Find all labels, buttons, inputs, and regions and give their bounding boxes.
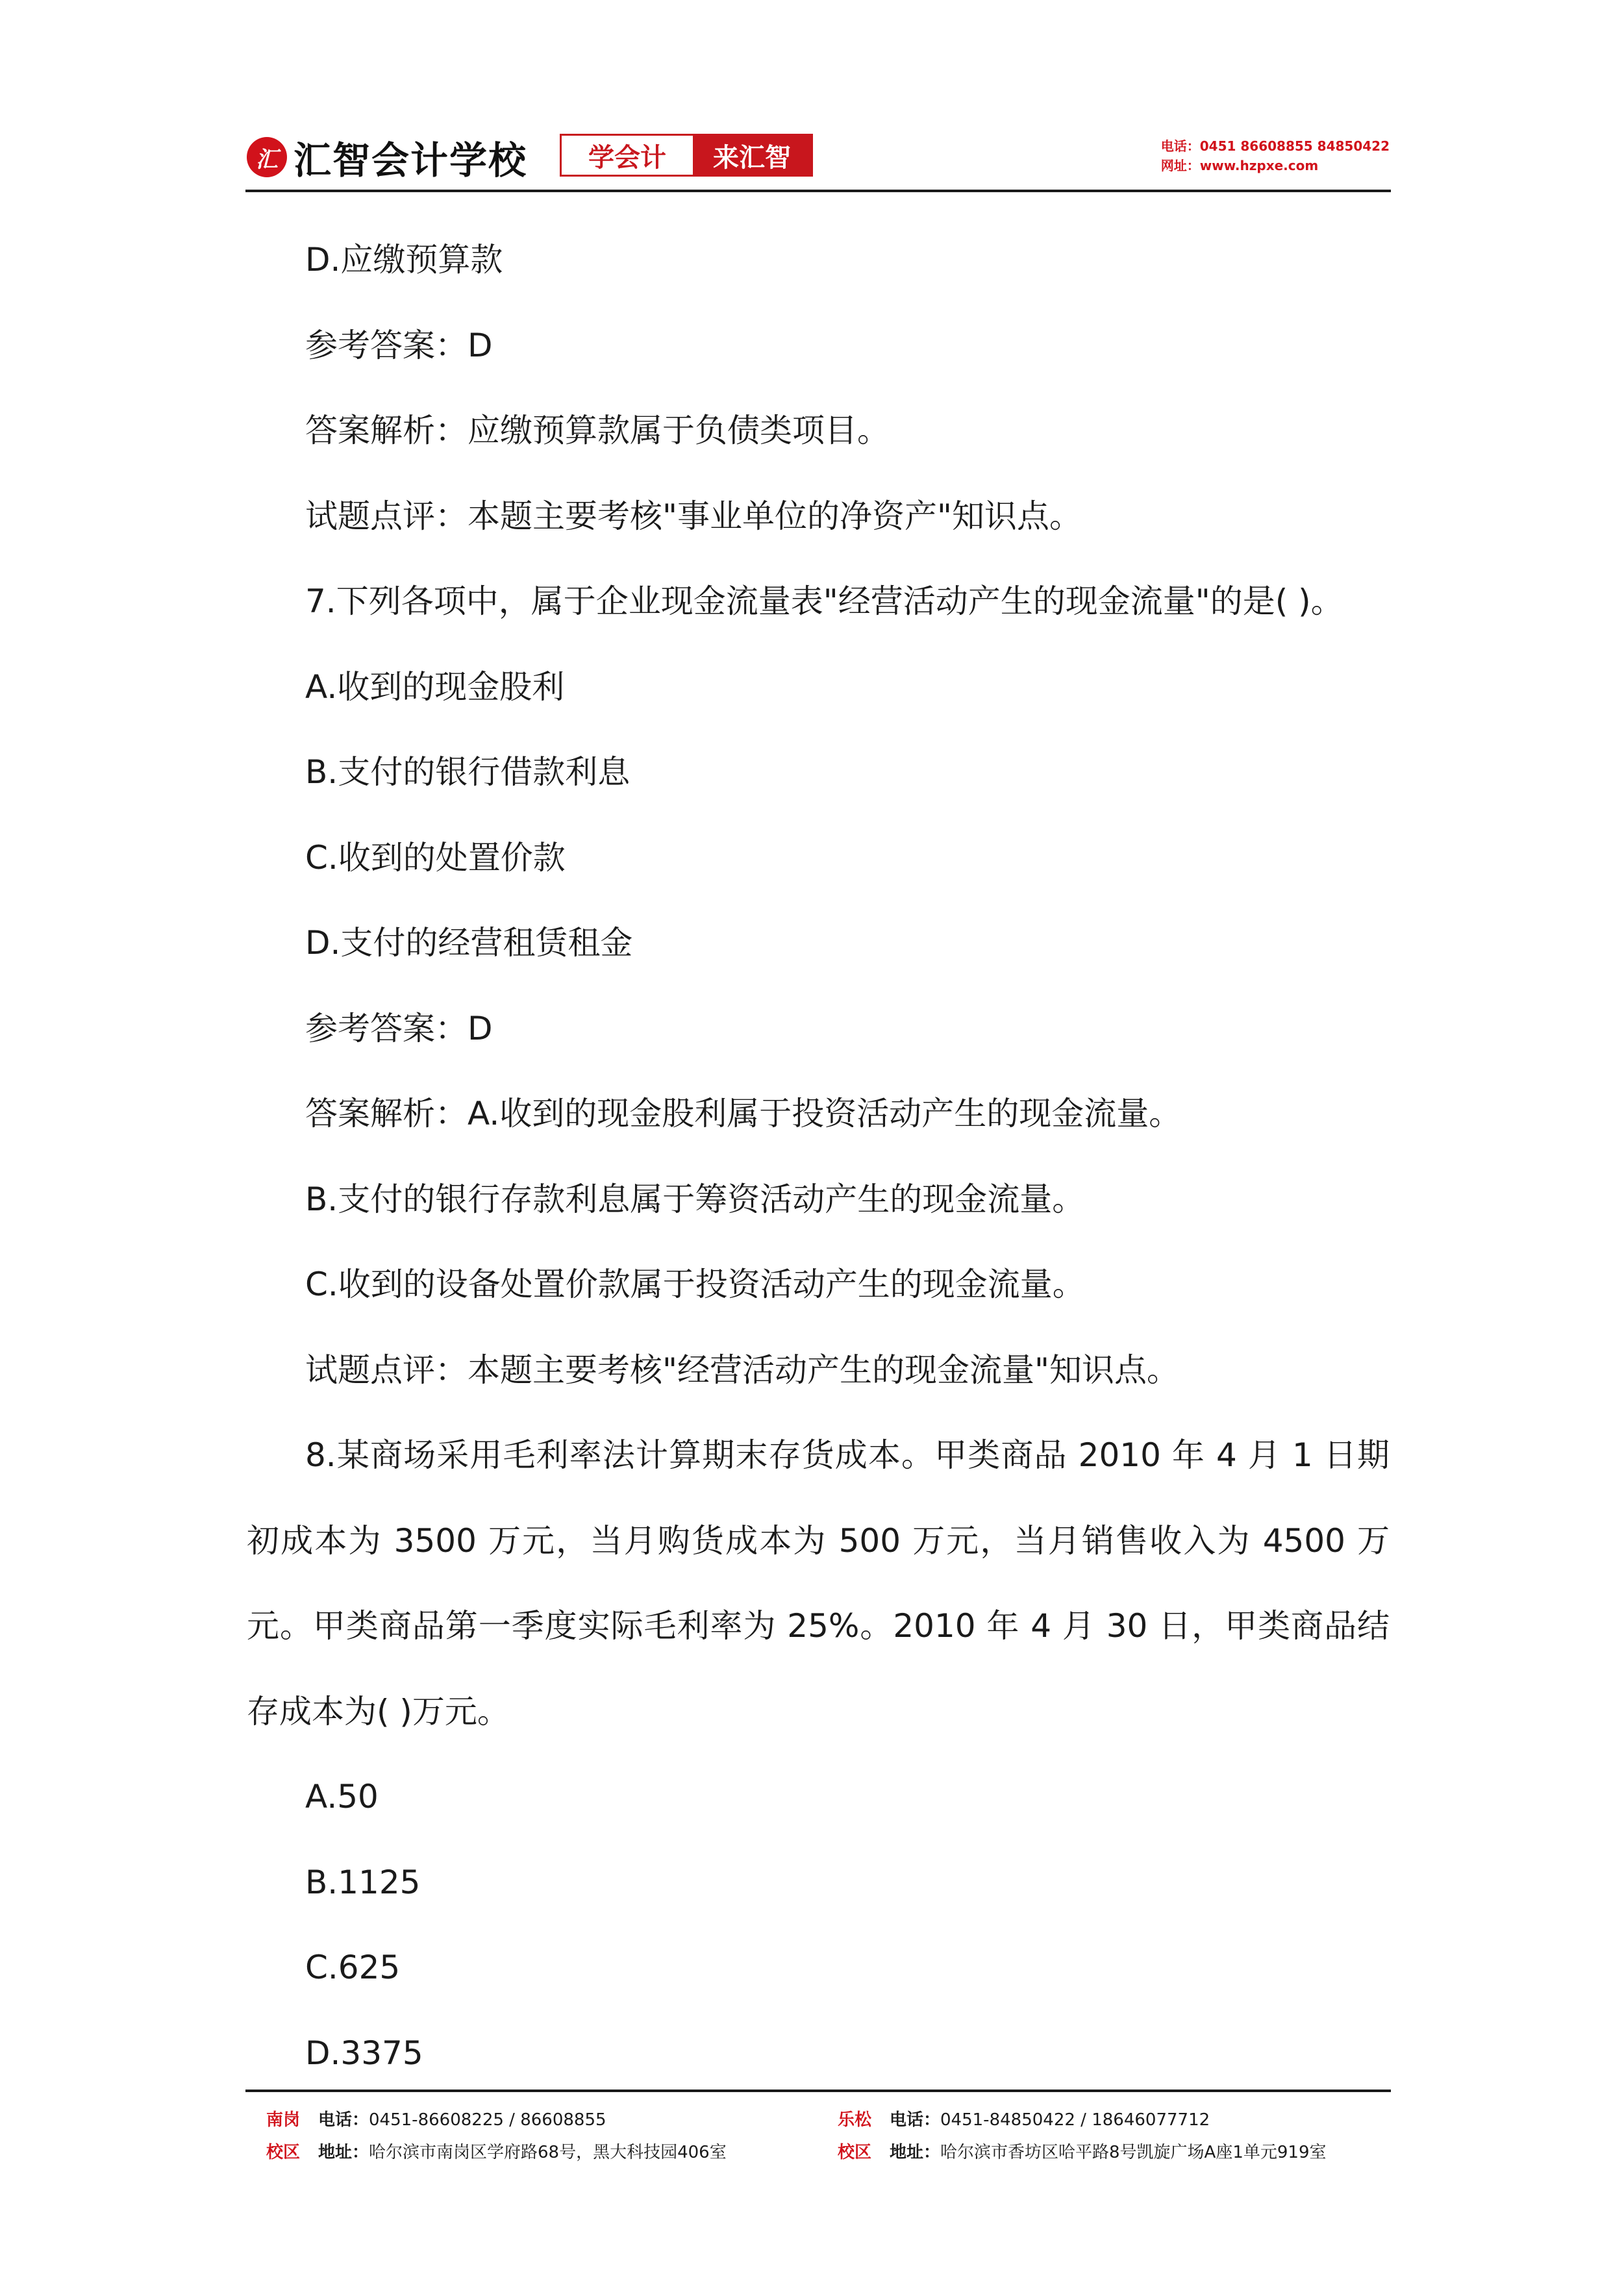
explanation-line: C.收到的设备处置价款属于投资活动产生的现金流量。 xyxy=(305,1266,1085,1303)
campus-label: 校区 xyxy=(266,2143,301,2162)
slogan-left: 学会计 xyxy=(562,136,693,175)
header-divider xyxy=(245,190,1391,192)
option-d: D.支付的经营租赁租金 xyxy=(305,924,633,962)
footer-divider xyxy=(245,2090,1391,2092)
option-d: D.3375 xyxy=(305,2034,423,2072)
text-line: 参考答案：D xyxy=(305,326,493,364)
option-a: A.50 xyxy=(305,1778,379,1816)
phone-label: 电话： xyxy=(890,2110,941,2130)
campus-name: 乐松 xyxy=(838,2110,872,2130)
explanation-line: 答案解析：A.收到的现金股利属于投资活动产生的现金流量。 xyxy=(305,1095,1182,1132)
campus-phone: 0451-84850422 / 18646077712 xyxy=(940,2110,1210,2130)
question-7: 7.下列各项中，属于企业现金流量表"经营活动产生的现金流量"的是( )。 xyxy=(305,582,1343,620)
campus-name: 南岗 xyxy=(266,2110,301,2130)
slogan-banner xyxy=(560,134,813,177)
school-logo xyxy=(247,130,527,184)
address-label: 地址： xyxy=(318,2143,369,2162)
phone-label: 电话： xyxy=(318,2110,369,2130)
document-body xyxy=(247,218,1390,2096)
school-name: 汇智会计学校 xyxy=(294,138,528,182)
answer-line: 参考答案：D xyxy=(305,1009,493,1047)
campus-phone: 0451-86608225 / 86608855 xyxy=(369,2110,606,2130)
text-line: D.应缴预算款 xyxy=(305,241,503,279)
campus-label: 校区 xyxy=(838,2143,872,2162)
option-c: C.收到的处置价款 xyxy=(305,838,566,877)
comment-line: 试题点评：本题主要考核"经营活动产生的现金流量"知识点。 xyxy=(305,1351,1179,1389)
logo-mark-icon: 汇 xyxy=(247,137,287,177)
campus-address: 哈尔滨市香坊区哈平路8号凯旋广场A座1单元919室 xyxy=(940,2143,1327,2162)
header-contact xyxy=(1161,136,1390,175)
option-c: C.625 xyxy=(305,1949,401,1986)
question-8: 8.某商场采用毛利率法计算期末存货成本。甲类商品 2010 年 4 月 1 日期初成本为 3500 万元，当月购货成本为 500 万元，当月销售收入为 4500 万元。甲类商品第一季度实际毛利率为 25%。2010 年 4 月 30 日，甲类商品结存成本为( )万元。 xyxy=(247,1436,1390,1730)
explanation-line: B.支付的银行存款利息属于筹资活动产生的现金流量。 xyxy=(305,1180,1085,1218)
footer-campus-lesong xyxy=(838,2104,1327,2169)
campus-address: 哈尔滨市南岗区学府路68号，黑大科技园406室 xyxy=(369,2143,727,2162)
text-line: 试题点评：本题主要考核"事业单位的净资产"知识点。 xyxy=(305,497,1082,535)
slogan-right: 来汇智 xyxy=(693,136,811,175)
page-header xyxy=(247,123,1390,192)
footer-campus-nangang xyxy=(266,2104,727,2169)
header-website: 网址：www.hzpxe.com xyxy=(1160,158,1319,173)
option-b: B.1125 xyxy=(305,1863,421,1901)
address-label: 地址： xyxy=(890,2143,941,2162)
header-phone: 电话：0451 86608855 84850422 xyxy=(1160,138,1390,154)
option-a: A.收到的现金股利 xyxy=(305,668,565,706)
text-line: 答案解析：应缴预算款属于负债类项目。 xyxy=(305,412,890,449)
option-b: B.支付的银行借款利息 xyxy=(305,753,631,791)
